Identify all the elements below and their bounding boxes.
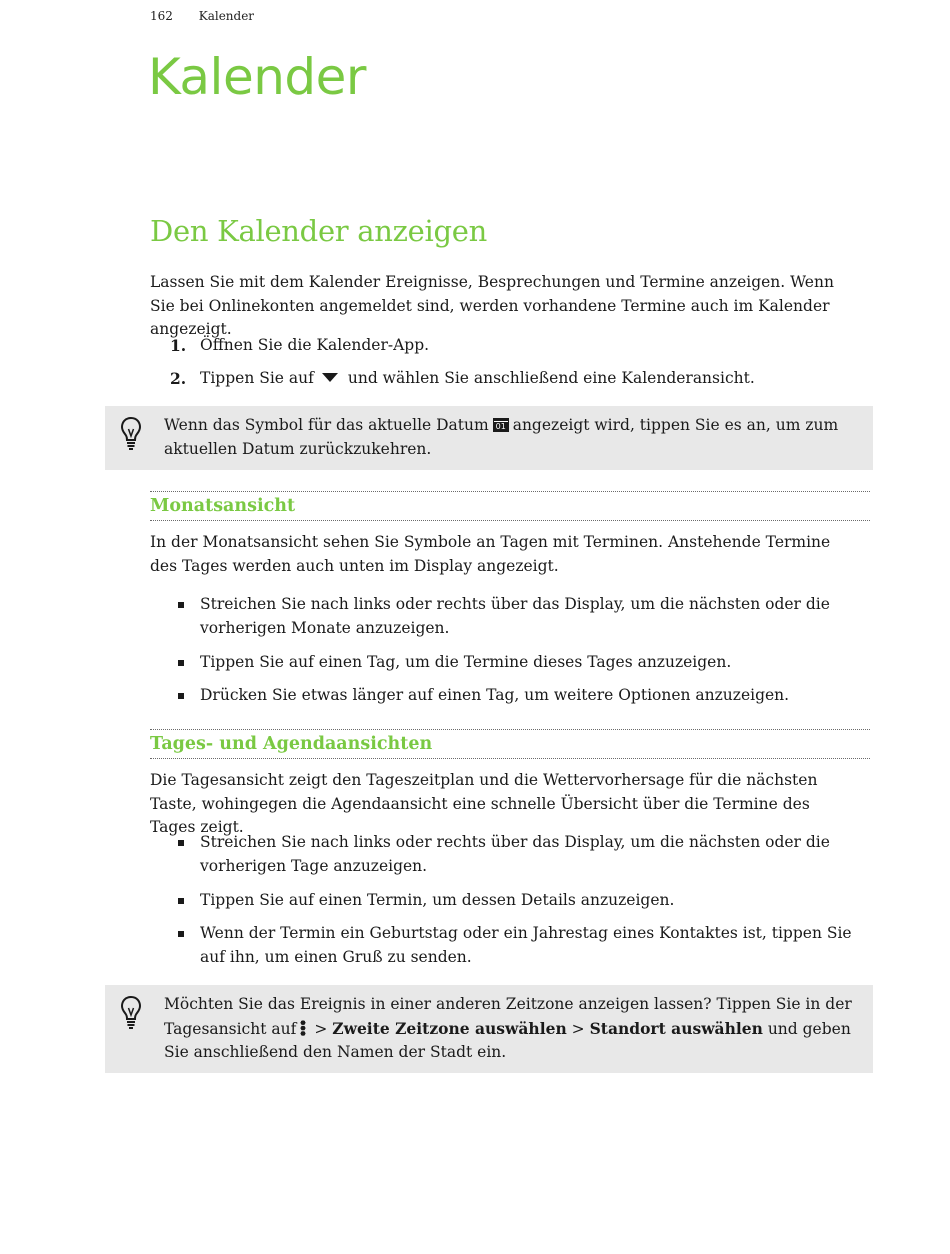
list-item-text: Drücken Sie etwas länger auf einen Tag, um weitere Optionen anzuzeigen. — [200, 686, 790, 704]
step-text — [200, 367, 755, 391]
day-view-paragraph: Die Tagesansicht zeigt den Tageszeitplan und die Wettervorhersage für die nächsten Taste, wohingegen die Agendaansicht eine schnelle Übersicht über die Termine des Tages zeigt. — [150, 771, 818, 836]
step-text-before: Tippen Sie auf — [200, 369, 314, 387]
tip-text-after: angezeigt wird, tippen Sie es an, um zum aktuellen Datum zurückzukehren. — [164, 416, 839, 458]
tip-text — [164, 414, 859, 461]
menu-path-separator: > — [314, 1019, 328, 1038]
step-text: Öffnen Sie die Kalender-App. — [200, 336, 430, 354]
list-item-text: Tippen Sie auf einen Tag, um die Termine dieses Tages anzuzeigen. — [200, 653, 732, 671]
month-view-paragraph: In der Monatsansicht sehen Sie Symbole an Tagen mit Terminen. Anstehende Termine des Tages werden auch unten im Display angezeigt. — [150, 533, 831, 575]
lightbulb-icon — [120, 995, 142, 1031]
list-item-text: Wenn der Termin ein Geburtstag oder ein Jahrestag eines Kontaktes ist, tippen Sie auf ihn, um einen Gruß zu senden. — [200, 924, 852, 966]
list-item-text: Streichen Sie nach links oder rechts über das Display, um die nächsten oder die vorherigen Monate anzuzeigen. — [200, 595, 830, 637]
lightbulb-icon — [120, 416, 142, 452]
chapter-title: Kalender — [148, 48, 366, 106]
subheading-text: Monatsansicht — [150, 496, 296, 516]
tip-box-timezone — [105, 985, 873, 1073]
tip-text — [164, 993, 859, 1065]
subheading-month-view — [150, 491, 870, 521]
page-number: 162 — [150, 9, 173, 23]
tip-text-before: Wenn das Symbol für das aktuelle Datum — [164, 416, 489, 434]
section-title: Den Kalender anzeigen — [150, 214, 487, 248]
step-number: 2. — [170, 369, 187, 388]
tip-text-part: und geben Sie anschließend den Namen der Stadt ein. — [164, 1019, 851, 1061]
menu-path-separator: > — [571, 1019, 585, 1038]
dropdown-caret-icon — [322, 373, 338, 382]
bullet-marker — [178, 660, 184, 666]
bullet-marker — [178, 931, 184, 937]
bullet-marker — [178, 840, 184, 846]
intro-paragraph: Lassen Sie mit dem Kalender Ereignisse, Besprechungen und Termine anzeigen. Wenn Sie bei Onlinekonten angemeldet sind, werden vorhandene Termine auch im Kalender angezeigt. — [150, 273, 834, 338]
list-item-text: Streichen Sie nach links oder rechts über das Display, um die nächsten oder die vorherigen Tage anzuzeigen. — [200, 833, 830, 875]
calendar-today-icon: 01 — [493, 418, 509, 432]
subheading-day-agenda-view — [150, 729, 870, 759]
bullet-marker — [178, 602, 184, 608]
step-text-after: und wählen Sie anschließend eine Kalenderansicht. — [347, 369, 755, 387]
menu-option-select-location: Standort auswählen — [589, 1018, 763, 1038]
more-vertical-icon — [300, 1020, 306, 1036]
bullet-marker — [178, 693, 184, 699]
bullet-marker — [178, 898, 184, 904]
list-item-text: Tippen Sie auf einen Termin, um dessen Details anzuzeigen. — [200, 891, 675, 909]
tip-box-date — [105, 406, 873, 470]
running-chapter-title: Kalender — [198, 9, 255, 23]
tip-text-part: Möchten Sie das Ereignis in einer anderen Zeitzone anzeigen lassen? Tippen Sie in der Tagesansicht auf — [164, 995, 852, 1038]
subheading-text: Tages- und Agendaansichten — [150, 734, 433, 754]
step-number: 1. — [170, 336, 187, 355]
menu-option-second-timezone: Zweite Zeitzone auswählen — [332, 1018, 567, 1038]
page-header — [150, 9, 254, 23]
